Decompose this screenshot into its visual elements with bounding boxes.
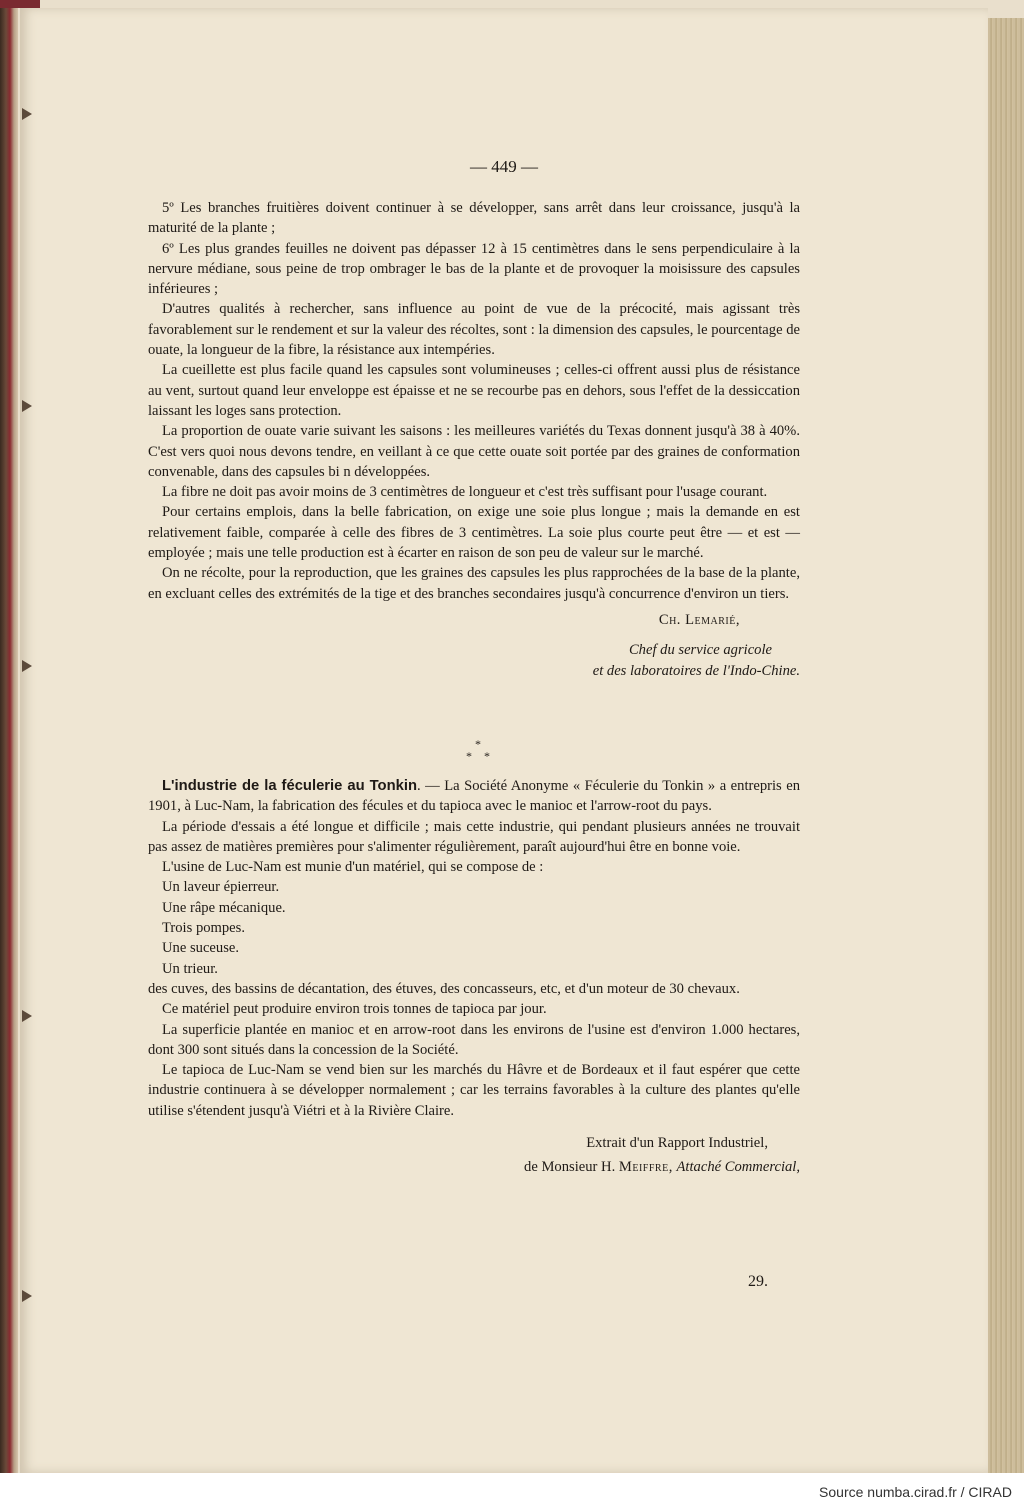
section-cotton <box>148 198 800 681</box>
paragraph: 6º Les plus grandes feuilles ne doivent pas dépasser 12 à 15 centimètres dans le sens perpendiculaire à la nervure médiane, sous peine de trop ombrager le bas de la plante et de provoquer la moisissure des capsules inférieures ; <box>148 240 800 298</box>
equipment-tail: des cuves, des bassins de décantation, des étuves, des concasseurs, etc, et d'un moteur de 30 chevaux. <box>148 980 740 997</box>
book-page <box>20 8 988 1473</box>
source-author: Meiffre, <box>618 1159 673 1176</box>
paragraph: La cueillette est plus facile quand les capsules sont volumineuses ; celles-ci offrent aussi plus de résistance au vent, surtout quand leur enveloppe est épaisse et ne se recourbe pas en dehors, sous l'effet de la dessiccation laissant les loges sans protection. <box>148 362 800 419</box>
folio-number: 29. <box>748 1273 768 1290</box>
paragraph: Le tapioca de Luc-Nam se vend bien sur les marchés du Hâvre et de Bordeaux et il faut espérer que cette industrie continuera à se développer normalement ; car les terrains favorables à la culture des plantes qu'elle utilise s'étendent jusqu'à Viétri et à la Rivière Claire. <box>148 1062 800 1119</box>
paragraph: D'autres qualités à rechercher, sans influence au point de vue de la précocité, mais agissant très favorablement sur le rendement et sur la valeur des récoltes, sont : la dimension des capsules, le pourcentage de ouate, la longueur de la fibre, la résistance aux intempéries. <box>148 301 800 359</box>
paragraph: On ne récolte, pour la reproduction, que les graines des capsules les plus rapprochées de la base de la plante, en excluant celles des extrémités de la tige et des branches secondaires jusqu'à concurrence d'environ un tiers. <box>148 565 800 602</box>
source-title: Attaché Commercial, <box>676 1159 800 1176</box>
signature-title-2: et des laboratoires de l'Indo-Chine. <box>592 662 800 679</box>
signature-name: Ch. Lemarié, <box>658 611 740 628</box>
paragraph: La superficie plantée en manioc et en arrow-root dans les environs de l'usine est d'environ 1.000 hectares, dont 300 sont situés dans la concession de la Société. <box>148 1021 800 1058</box>
binding-ribbon <box>0 0 40 8</box>
equipment-item: Un laveur épierreur. <box>162 879 280 896</box>
paragraph: Ce matériel peut produire environ trois tonnes de tapioca par jour. <box>162 1001 547 1018</box>
section-intro-text: . — La Société Anonyme « Féculerie du Tonkin » a entrepris en 1901, à Luc-Nam, la fabrication des fécules et du tapioca avec le manioc et l'arrow-root du pays. <box>148 778 801 815</box>
paragraph: 5º Les branches fruitières doivent continuer à se développer, sans arrêt dans leur croissance, jusqu'à la maturité de la plante ; <box>148 200 800 237</box>
signature-title-1: Chef du service agricole <box>628 642 772 659</box>
section-tapioca <box>148 776 800 1178</box>
binding-thread-mark <box>22 1290 32 1302</box>
paragraph: L'usine de Luc-Nam est munie d'un matériel, qui se compose de : <box>162 859 544 876</box>
paragraph: Pour certains emplois, dans la belle fabrication, on exige une soie plus longue ; mais la demande en est relativement faible, comparée à celle des fibres de 3 centimètres. La soie plus courte peut être — et est — employée ; mais une telle production est à écarter en raison de son peu de valeur sur le marché. <box>148 504 800 562</box>
source-prefix: de Monsieur H. <box>524 1159 619 1176</box>
source-credit: Source numba.cirad.fr / CIRAD <box>819 1484 1012 1500</box>
asterisk-bottom: * * <box>466 749 490 763</box>
book-binding <box>0 0 18 1473</box>
binding-thread-mark <box>22 1010 32 1022</box>
section-intro <box>148 776 800 817</box>
binding-thread-mark <box>22 108 32 120</box>
binding-thread-mark <box>22 660 32 672</box>
paragraph: La période d'essais a été longue et difficile ; mais cette industrie, qui pendant plusieurs années ne trouvait pas assez de matières premières pour s'alimenter régulièrement, paraît aujourd'hui être en bonne voie. <box>148 818 800 855</box>
asterisk-top: * <box>475 737 481 751</box>
paragraph: La proportion de ouate varie suivant les saisons : les meilleures variétés du Texas donnent jusqu'à 38 à 40%. C'est vers quoi nous devons tendre, en veillant à ce que cette ouate soit portée par des graines de conformation convenable, dans des capsules bi n développées. <box>148 423 800 480</box>
section-heading: L'industrie de la féculerie au Tonkin <box>162 778 417 794</box>
equipment-item: Une suceuse. <box>162 940 239 957</box>
source-line-2 <box>148 1157 800 1177</box>
equipment-item: Un trieur. <box>162 960 218 977</box>
binding-thread-mark <box>22 400 32 412</box>
page-edges <box>988 18 1024 1473</box>
equipment-item: Une râpe mécanique. <box>162 899 286 916</box>
section-separator-asterisks <box>448 738 508 766</box>
equipment-item: Trois pompes. <box>162 920 245 937</box>
page-number: — 449 — <box>470 157 538 176</box>
source-line-1: Extrait d'un Rapport Industriel, <box>586 1135 768 1152</box>
paragraph: La fibre ne doit pas avoir moins de 3 centimètres de longueur et c'est très suffisant pour l'usage courant. <box>162 484 768 501</box>
